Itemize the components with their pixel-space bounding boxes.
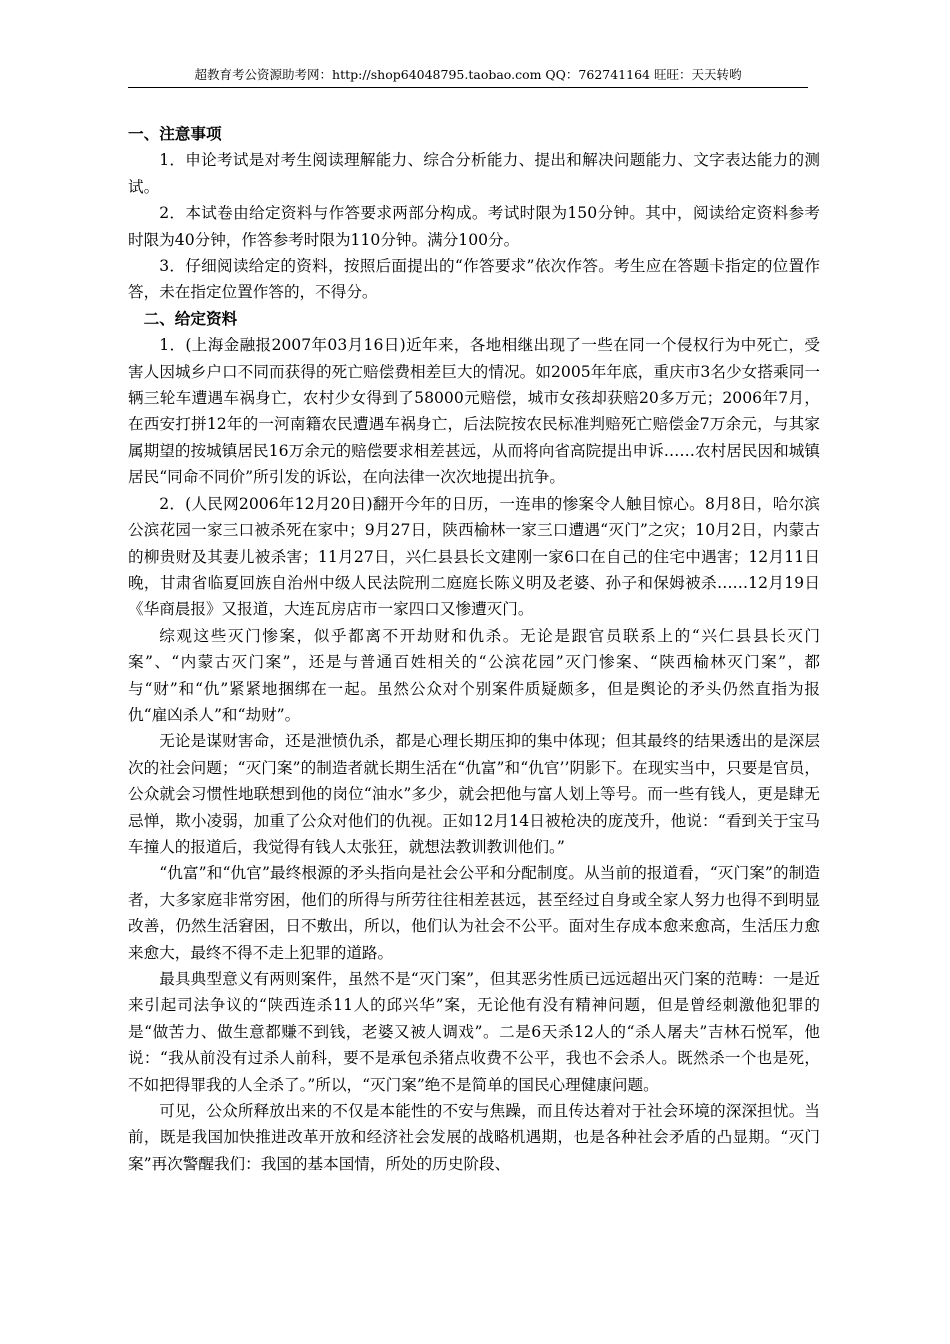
notes-item-2: 2．本试卷由给定资料与作答要求两部分构成。考试时限为150分钟。其中，阅读给定资料参考时限为40分钟，作答参考时限为110分钟。满分100分。 [128, 204, 820, 249]
material-paragraph: 1．(上海金融报2007年03月16日)近年来，各地相继出现了一些在同一个侵权行为中死亡，受害人因城乡户口不同而获得的死亡赔偿费相差巨大的情况。如2005年年底，重庆市3名少女搭乘同一辆三轮车遭遇车祸身亡，农村少女得到了58000元赔偿，城市女孩却获赔20多万元；2006年7月，在西安打拼12年的一河南籍农民遭遇车祸身亡，后法院按农民标准判赔死亡赔偿金7万余元，与其家属期望的按城镇居民16万余元的赔偿要求相差甚远，从而将向省高院提出申诉……农村居民因和城镇居民“同命不同价”所引发的诉讼，在向法律一次次地提出抗争。 [128, 336, 820, 487]
page-header: 超教育考公资源助考网：http://shop64048795.taobao.com QQ：762741164 旺旺：天天转哟 [194, 67, 742, 82]
document-body [128, 121, 820, 1177]
notes-item-1: 1．申论考试是对考生阅读理解能力、综合分析能力、提出和解决问题能力、文字表达能力的测试。 [128, 151, 820, 196]
section-title-notes: 一、注意事项 [128, 124, 222, 143]
material-paragraph: 最具典型意义有两则案件，虽然不是“灭门案”，但其恶劣性质已远远超出灭门案的范畴：一是近来引起司法争议的“陕西连杀11人的邱兴华”案，无论他有没有精神问题，但是曾经刺激他犯罪的是“做苦力、做生意都赚不到钱，老婆又被人调戏”。二是6天杀12人的“杀人屠夫”吉林石悦军，他说：“我从前没有过杀人前科，要不是承包杀猪点收费不公平，我也不会杀人。既然杀一个也是死，不如把得罪我的人全杀了。”所以，“灭门案”绝不是简单的国民心理健康问题。 [128, 970, 820, 1094]
material-paragraph: “仇富”和“仇官”最终根源的矛头指向是社会公平和分配制度。从当前的报道看，“灭门案”的制造者，大多家庭非常穷困，他们的所得与所劳往往相差甚远，甚至经过自身或全家人努力也得不到明显改善，仍然生活窘困，日不敷出，所以，他们认为社会不公平。面对生存成本愈来愈高，生活压力愈来愈大，最终不得不走上犯罪的道路。 [128, 864, 820, 962]
section-title-materials: 二、给定资料 [143, 308, 238, 328]
notes-item-3: 3．仔细阅读给定的资料，按照后面提出的“作答要求”依次作答。考生应在答题卡指定的位置作答，未在指定位置作答的，不得分。 [128, 257, 820, 302]
material-paragraph: 综观这些灭门惨案，似乎都离不开劫财和仇杀。无论是跟官员联系上的“兴仁县县长灭门案”、“内蒙古灭门案”，还是与普通百姓相关的“公滨花园”灭门惨案、“陕西榆林灭门案”，都与“财”和“仇”紧紧地捆绑在一起。虽然公众对个别案件质疑颇多，但是舆论的矛头仍然直指为报仇“雇凶杀人”和“劫财”。 [128, 626, 820, 724]
material-paragraph: 无论是谋财害命，还是泄愤仇杀，都是心理长期压抑的集中体现；但其最终的结果透出的是深层次的社会问题；“灭门案”的制造者就长期生活在“仇富”和“仇官’’阴影下。在现实当中，只要是官员，公众就会习惯性地联想到他的岗位“油水”多少，就会把他与富人划上等号。而一些有钱人，更是肆无忌惮，欺小凌弱，加重了公众对他们的仇视。正如12月14日被枪决的庞茂升，他说：“看到关于宝马车撞人的报道后，我觉得有钱人太张狂，就想法教训教训他们。” [128, 732, 820, 856]
header-divider [128, 87, 808, 88]
material-paragraph: 2．(人民网2006年12月20日)翻开今年的日历，一连串的惨案令人触目惊心。8月8日，哈尔滨公滨花园一家三口被杀死在家中；9月27日，陕西榆林一家三口遭遇“灭门”之灾；10月2日，内蒙古的柳贵财及其妻儿被杀害；11月27日，兴仁县县长文建刚一家6口在自己的住宅中遇害；12月11日晚，甘肃省临夏回族自治州中级人民法院刑二庭庭长陈义明及老婆、孙子和保姆被杀……12月19日《华商晨报》又报道，大连瓦房店市一家四口又惨遭灭门。 [128, 494, 820, 619]
material-paragraph: 可见，公众所释放出来的不仅是本能性的不安与焦躁，而且传达着对于社会环境的深深担忧。当前，既是我国加快推进改革开放和经济社会发展的战略机遇期，也是各种社会矛盾的凸显期。“灭门案”再次警醒我们：我国的基本国情，所处的历史阶段、 [128, 1102, 820, 1173]
